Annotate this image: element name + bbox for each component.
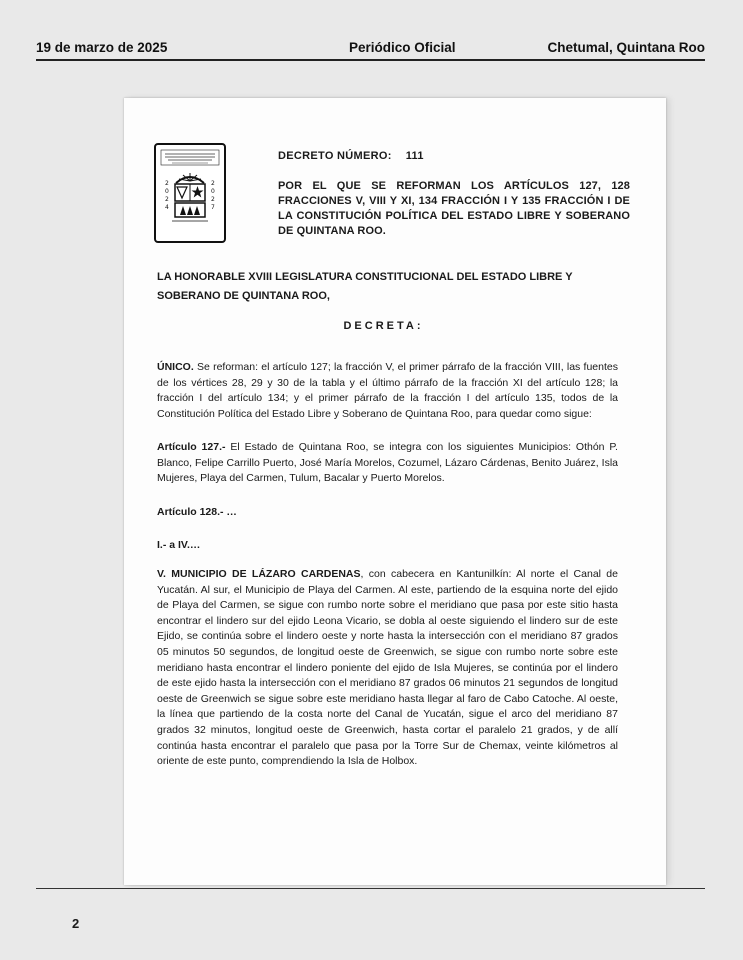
footer-rule — [36, 888, 705, 889]
svg-text:7: 7 — [211, 204, 215, 211]
svg-text:2: 2 — [165, 196, 169, 203]
fraction-range-label: I.- a IV.… — [157, 539, 201, 551]
article-128-label: Artículo 128.- … — [157, 506, 237, 518]
svg-text:2: 2 — [211, 180, 215, 187]
fraction-range-paragraph — [157, 538, 618, 554]
header-date: 19 de marzo de 2025 — [36, 40, 168, 55]
fraction-v-paragraph — [157, 567, 618, 770]
article-127-text: El Estado de Quintana Roo, se integra con los siguientes Municipios: Othón P. Blanco, Felipe Carrillo Puerto, José María Morelos, Cozumel, Lázaro Cárdenas, Benito Juárez, Isla Mujeres, Playa del Carmen, Tulum, Bacalar y Puerto Morelos. — [157, 441, 618, 485]
header-publication: Periódico Oficial — [349, 40, 456, 55]
decree-number: 111 — [405, 150, 424, 162]
decree-number-line — [278, 150, 424, 162]
decreta-heading: DECRETA: — [343, 320, 424, 332]
unico-text: Se reforman: el artículo 127; la fracción V, el primer párrafo de la fracción VIII, las fuentes de los vértices 28, 29 y 30 de la tabla y el último párrafo de la fracción XI del artículo 128; la fracción I del artículo 134; y el primer párrafo de la fracción I del artículo 135, todos de la Constitución Política del Estado Libre y Soberano de Quintana Roo, para quedar como sigue: — [157, 361, 618, 420]
svg-text:0: 0 — [165, 188, 169, 195]
page-number: 2 — [72, 916, 80, 931]
unico-label: ÚNICO. — [157, 361, 194, 373]
legislature-heading: LA HONORABLE XVIII LEGISLATURA CONSTITUCIONAL DEL ESTADO LIBRE Y SOBERANO DE QUINTANA ROO, — [157, 271, 573, 302]
fraction-v-text: , con cabecera en Kantunilkín: Al norte el Canal de Yucatán. Al sur, el Municipio de Playa del Carmen. Al este, partiendo de la esquina norte del ejido de Playa del Carmen, se sigue con rumbo norte sobre el meridiano que pasa por este sitio hasta encontrar el lindero sur del ejido Leona Vicario, se dobla al oeste siguiendo el lindero sur de este Ejido, se continúa sobre el lindero oeste y norte hasta la intersección con el meridiano 87 grados 05 minutos 50 segundos, de longitud oeste de Greenwich, se sigue con rumbo norte sobre este meridiano hasta encontrar el lindero poniente del ejido de Isla Mujeres, se continúa por el lindero de este ejido hasta la intersección con el meridiano 87 grados 06 minutos 21 segundos de longitud oeste de Greenwich se sigue sobre este meridiano hasta llegar al faro de Cabo Catoche. Al oeste, la línea que partiendo de la costa norte del Canal de Yucatán, sigue el arco del meridiano 87 grados 32 minutos, longitud oeste de Greenwich, hasta cortar el paralelo 21 grados, y de allí continúa hasta encontrar el paralelo que pasa por la Torre Sur de Chemax, veinte kilómetros al oriente de este punto, comprendiendo la Isla de Holbox. — [157, 568, 618, 768]
article-128-paragraph — [157, 505, 618, 521]
article-127-paragraph — [157, 440, 618, 487]
article-127-label: Artículo 127.- — [157, 441, 226, 453]
svg-text:0: 0 — [211, 188, 215, 195]
legislature-seal-logo — [154, 143, 226, 243]
fraction-v-label: V. MUNICIPIO DE LÁZARO CARDENAS — [157, 568, 361, 580]
header-location: Chetumal, Quintana Roo — [547, 40, 705, 55]
seal-emblem-icon — [156, 145, 224, 241]
page-header — [36, 38, 705, 58]
svg-text:2: 2 — [211, 196, 215, 203]
decree-number-label: DECRETO NÚMERO: — [278, 150, 392, 162]
header-rule — [36, 59, 705, 61]
unico-paragraph — [157, 360, 618, 422]
svg-text:2: 2 — [165, 180, 169, 187]
svg-text:4: 4 — [165, 204, 169, 211]
decree-title: POR EL QUE SE REFORMAN LOS ARTÍCULOS 127, 128 FRACCIONES V, VIII Y XI, 134 FRACCIÓN I Y 135 FRACCIÓN I DE LA CONSTITUCIÓN POLÍTICA DEL ESTADO LIBRE Y SOBERANO DE QUINTANA ROO. — [278, 180, 630, 237]
